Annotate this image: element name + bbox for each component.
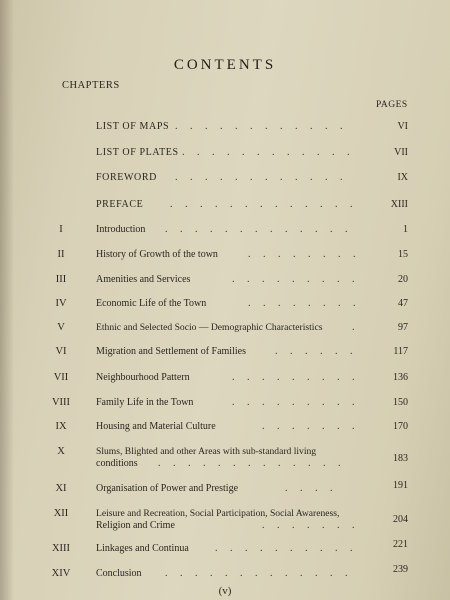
chapter-number: VII xyxy=(53,372,69,383)
chapter-number: XI xyxy=(55,483,67,494)
toc-entry-title: LIST OF MAPS xyxy=(96,121,170,132)
chapter-number: III xyxy=(55,274,67,285)
toc-entry-title: Linkages and Continua xyxy=(96,543,189,554)
toc-entry-page: 47 xyxy=(398,298,408,309)
dot-leader: . . . . . . . . . . . . xyxy=(175,172,348,183)
toc-entry-page: 191 xyxy=(393,480,408,491)
toc-entry-title: Ethnic and Selected Socio — Demographic Characteristics xyxy=(96,322,323,333)
dot-leader: . . . . . . . . . xyxy=(232,274,360,285)
toc-entry-title-continued: conditions xyxy=(96,458,138,469)
toc-entry-page: 20 xyxy=(398,274,408,285)
toc-entry-page: 1 xyxy=(403,224,408,235)
dot-leader: . . . . . . . xyxy=(262,520,360,531)
dot-leader: . . . . . . . . . . . . xyxy=(175,121,348,132)
chapter-number: I xyxy=(59,224,63,235)
toc-entry-page: IX xyxy=(397,172,408,183)
toc-entry-page: 204 xyxy=(393,514,408,525)
pages-column-label: PAGES xyxy=(376,100,408,110)
chapters-column-label: CHAPTERS xyxy=(62,80,120,91)
toc-entry-title: Leisure and Recreation, Social Participation, Social Awareness, xyxy=(96,508,340,519)
toc-entry-page: VII xyxy=(394,147,408,158)
toc-entry-title: Introduction xyxy=(96,224,146,235)
toc-entry-page: VI xyxy=(397,121,408,132)
toc-entry-title: FOREWORD xyxy=(96,172,157,183)
page-folio: (v) xyxy=(218,585,232,597)
chapter-number: VIII xyxy=(51,397,71,408)
dot-leader: . . . . . . . . . . . . xyxy=(182,147,355,158)
dot-leader: . . . . . . . . . . . . . xyxy=(165,224,353,235)
dot-leader: . . . . . . . . . xyxy=(232,372,360,383)
toc-entry-title: Neighbourhood Pattern xyxy=(96,372,190,383)
toc-entry-title: Family Life in the Town xyxy=(96,397,194,408)
dot-leader: . xyxy=(352,322,360,333)
chapter-number: XII xyxy=(53,508,69,519)
chapter-number: V xyxy=(57,322,65,333)
dot-leader: . . . . . . . . . . . . . xyxy=(170,199,358,210)
chapter-number: IV xyxy=(55,298,67,309)
toc-entry-page: 221 xyxy=(393,539,408,550)
toc-entry-page: XIII xyxy=(390,199,408,210)
dot-leader: . . . . . . . . . xyxy=(232,397,360,408)
dot-leader: . . . . . . xyxy=(275,346,358,357)
gutter-shadow xyxy=(0,0,14,600)
toc-entry-page: 170 xyxy=(393,421,408,432)
toc-entry-title: Housing and Material Culture xyxy=(96,421,216,432)
page-title: CONTENTS xyxy=(173,57,277,73)
dot-leader: . . . . . . . . xyxy=(248,249,361,260)
toc-entry-title: Economic Life of the Town xyxy=(96,298,207,309)
toc-entry-title: Conclusion xyxy=(96,568,142,579)
toc-entry-title: PREFACE xyxy=(96,199,144,210)
dot-leader: . . . . xyxy=(285,483,338,494)
toc-entry-page: 239 xyxy=(393,564,408,575)
toc-entry-page: 117 xyxy=(393,346,408,357)
dot-leader: . . . . . . . . . . xyxy=(215,543,358,554)
toc-entry-title-continued: Religion and Crime xyxy=(96,520,175,531)
toc-entry-title: LIST OF PLATES xyxy=(96,147,179,158)
chapter-number: XIII xyxy=(51,543,71,554)
toc-entry-title: Slums, Blighted and other Areas with sub-standard living xyxy=(96,446,317,457)
chapter-number: XIV xyxy=(51,568,71,579)
chapter-number: II xyxy=(57,249,65,260)
dot-leader: . . . . . . . . . . . . . xyxy=(165,568,353,579)
toc-entry-title: History of Growth of the town xyxy=(96,249,218,260)
toc-entry-page: 183 xyxy=(393,453,408,464)
toc-entry-page: 97 xyxy=(398,322,408,333)
chapter-number: X xyxy=(57,446,65,457)
dot-leader: . . . . . . . xyxy=(262,421,360,432)
toc-entry-page: 136 xyxy=(393,372,408,383)
dot-leader: . . . . . . . . . . . . . xyxy=(158,458,346,469)
toc-entry-title: Amenities and Services xyxy=(96,274,191,285)
toc-entry-title: Migration and Settlement of Families xyxy=(96,346,246,357)
chapter-number: VI xyxy=(55,346,67,357)
dot-leader: . . . . . . . . xyxy=(248,298,361,309)
chapter-number: IX xyxy=(55,421,67,432)
toc-entry-title: Organisation of Power and Prestige xyxy=(96,483,239,494)
toc-entry-page: 15 xyxy=(398,249,408,260)
toc-entry-page: 150 xyxy=(393,397,408,408)
